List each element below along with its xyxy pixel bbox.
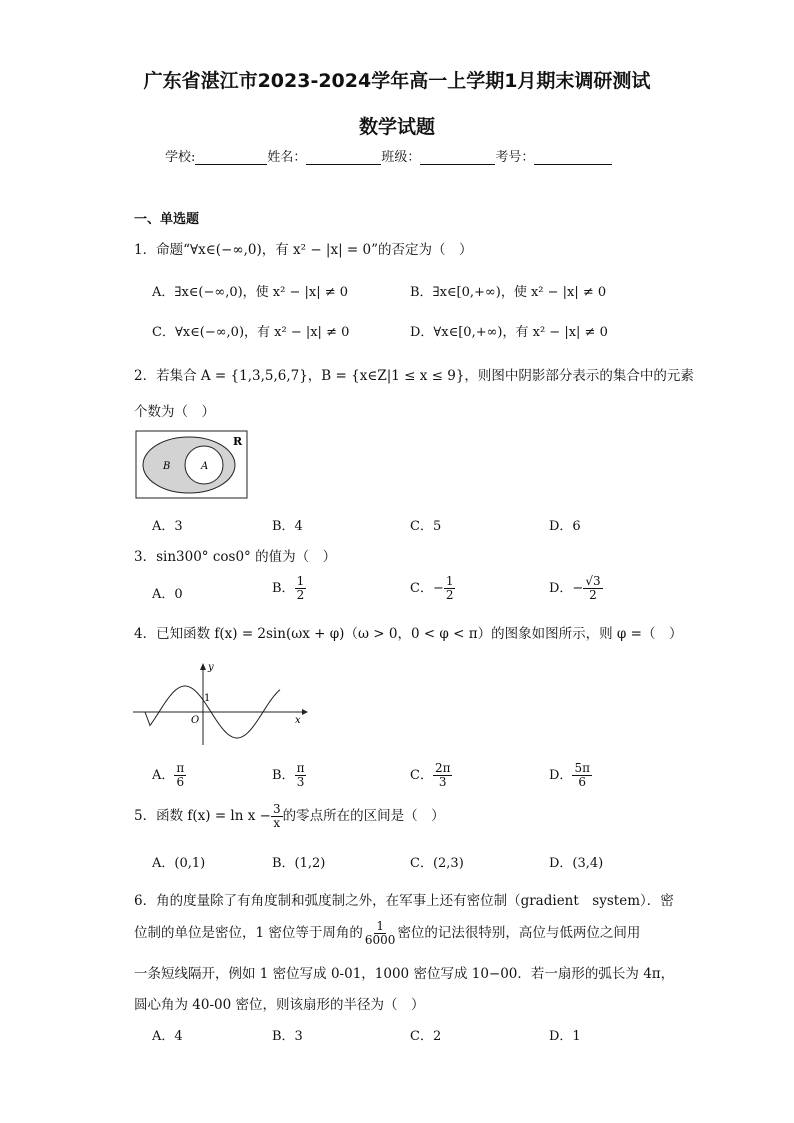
name-label: 姓名：	[267, 150, 307, 165]
name-field[interactable]	[306, 150, 381, 165]
q4-option-b: B． $\frac{\pi}{3}$	[272, 761, 305, 789]
q2-option-d: D．6	[549, 519, 581, 534]
class-label: 班级：	[381, 150, 421, 165]
q6-option-b: B．3	[272, 1029, 303, 1044]
q5-option-a: A．(0,1)	[152, 856, 206, 871]
student-info-row	[165, 146, 612, 165]
sine-graph	[130, 660, 310, 750]
q6-option-a: A．4	[152, 1029, 183, 1044]
graph-origin-label: O	[191, 715, 200, 726]
q3-stem: 3．sin300° cos0° 的值为（ ）	[134, 549, 337, 565]
page-subtitle: 数学试题	[358, 116, 435, 138]
graph-one-label: 1	[204, 693, 211, 704]
number-field[interactable]	[534, 150, 612, 165]
q1-option-a: A．∃x∈(−∞,0)，使 x² − |x| ≠ 0	[152, 285, 349, 300]
q6-option-d: D．1	[549, 1029, 581, 1044]
q2-stem-line2: 个数为（ ）	[134, 404, 215, 420]
q6-option-c: C．2	[410, 1029, 442, 1044]
section-heading: 一、单选题	[134, 212, 200, 227]
page-title: 广东省湛江市2023-2024学年高一上学期1月期末调研测试	[143, 70, 651, 92]
q1-option-b: B．∃x∈[0,+∞)，使 x² − |x| ≠ 0	[410, 285, 607, 300]
venn-label-r: R	[233, 435, 243, 448]
school-label: 学校:	[165, 150, 196, 165]
q5-stem: 5．函数 f(x) = ln x − $\frac{3}{x}$ 的零点所在的区间是（ ）	[134, 802, 445, 830]
q6-line3: 一条短线隔开，例如 1 密位写成 0-01，1000 密位写成 10−00．若一扇形的弧长为 4π，	[134, 966, 675, 982]
school-field[interactable]	[195, 150, 267, 165]
q3-option-d: D．− $\frac{√3}{2}$	[549, 574, 601, 602]
venn-label-b: B	[163, 461, 171, 472]
q1-option-c: C．∀x∈(−∞,0)，有 x² − |x| ≠ 0	[152, 325, 350, 340]
q4-stem: 4．已知函数 f(x) = 2sin(ωx + φ)（ω > 0，0 < φ < π）的图象如图所示，则 φ =（ ）	[134, 626, 683, 642]
number-label: 考号：	[495, 150, 535, 165]
q6-line4: 圆心角为 40-00 密位，则该扇形的半径为（ ）	[134, 997, 425, 1013]
class-field[interactable]	[420, 150, 495, 165]
q3-option-b: B． $\frac{1}{2}$	[272, 574, 305, 602]
q2-option-b: B．4	[272, 519, 303, 534]
q4-option-a: A． $\frac{\pi}{6}$	[152, 761, 185, 789]
q2-option-c: C．5	[410, 519, 442, 534]
q2-option-a: A．3	[152, 519, 183, 534]
graph-y-label: y	[208, 662, 214, 673]
q4-option-d: D． $\frac{5\pi}{6}$	[549, 761, 590, 789]
q6-line1: 6．角的度量除了有角度制和弧度制之外，在军事上还有密位制（gradient system）．密	[134, 893, 674, 909]
q2-stem-line1: 2．若集合 A = {1,3,5,6,7}，B = {x∈Z|1 ≤ x ≤ 9}，则图中阴影部分表示的集合中的元素	[134, 368, 694, 384]
q3-option-c: C．− $\frac{1}{2}$	[410, 574, 454, 602]
q5-option-c: C．(2,3)	[410, 856, 464, 871]
y-axis-arrow	[200, 663, 206, 670]
venn-diagram	[135, 430, 249, 500]
q3-option-a: A．0	[152, 587, 183, 602]
q6-line2: 位制的单位是密位，1 密位等于周角的 $\frac{1}{6000}$ 密位的记法很特别，高位与低两位之间用	[134, 919, 641, 947]
q1-option-d: D．∀x∈[0,+∞)，有 x² − |x| ≠ 0	[410, 325, 608, 340]
x-axis-arrow	[302, 709, 308, 715]
graph-x-label: x	[295, 715, 301, 726]
q4-option-c: C． $\frac{2\pi}{3}$	[410, 761, 451, 789]
q5-option-b: B．(1,2)	[272, 856, 326, 871]
q1-stem: 1．命题“∀x∈(−∞,0)，有 x² − |x| = 0”的否定为（ ）	[134, 242, 473, 258]
venn-label-a: A	[201, 461, 209, 472]
q5-option-d: D．(3,4)	[549, 856, 604, 871]
